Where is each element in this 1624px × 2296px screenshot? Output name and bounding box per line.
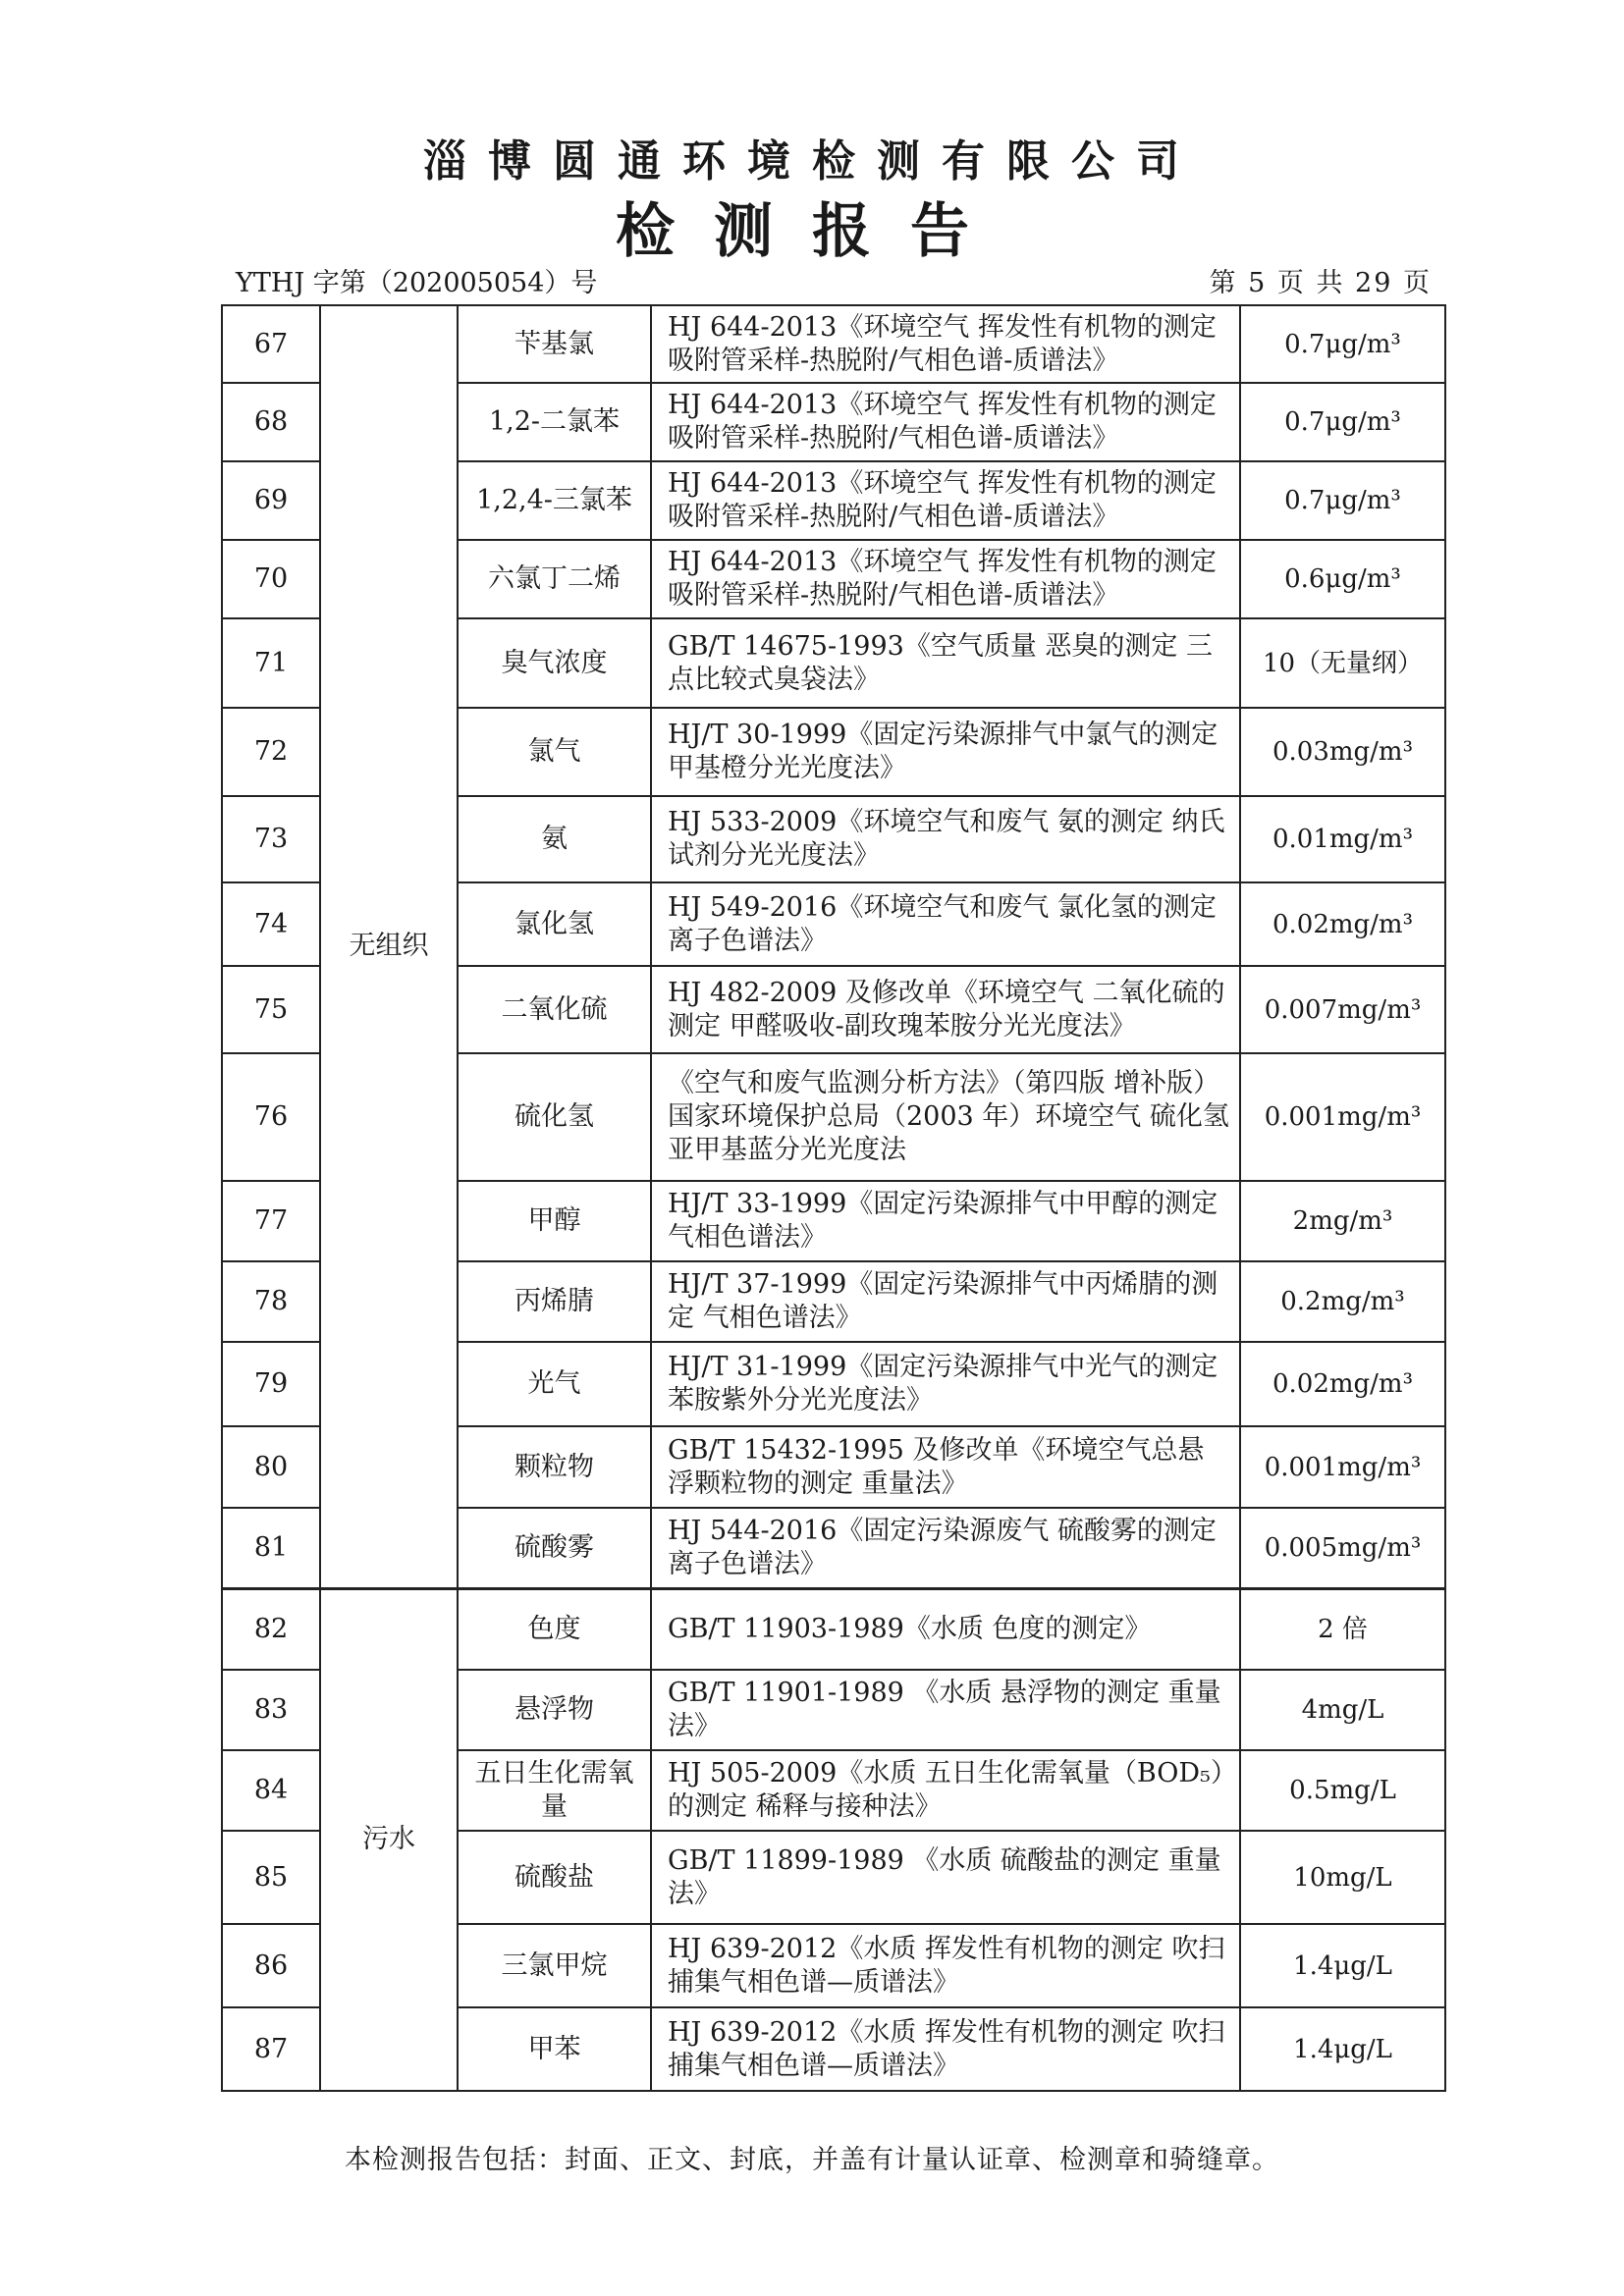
test-method: HJ 644-2013《环境空气 挥发性有机物的测定 吸附管采样-热脱附/气相色谱-质谱法》 [651, 461, 1240, 540]
row-number: 84 [222, 1750, 320, 1831]
test-item: 氯化氢 [458, 882, 651, 966]
test-item: 1,2,4-三氯苯 [458, 461, 651, 540]
test-item: 硫酸盐 [458, 1831, 651, 1924]
test-method: GB/T 11903-1989《水质 色度的测定》 [651, 1588, 1240, 1670]
detection-limit: 10mg/L [1240, 1831, 1445, 1924]
test-method: HJ 505-2009《水质 五日生化需氧量（BOD₅）的测定 稀释与接种法》 [651, 1750, 1240, 1831]
row-number: 68 [222, 383, 320, 461]
detection-limit: 0.02mg/m³ [1240, 882, 1445, 966]
page-number: 第 5 页 共 29 页 [1209, 268, 1432, 298]
row-number: 75 [222, 966, 320, 1053]
detection-methods-table [221, 304, 1446, 2092]
row-number: 74 [222, 882, 320, 966]
test-method: GB/T 11899-1989 《水质 硫酸盐的测定 重量法》 [651, 1831, 1240, 1924]
test-item: 硫酸雾 [458, 1508, 651, 1588]
test-method: HJ/T 33-1999《固定污染源排气中甲醇的测定 气相色谱法》 [651, 1181, 1240, 1261]
detection-limit: 0.001mg/m³ [1240, 1053, 1445, 1181]
table-row [222, 305, 1445, 383]
test-method: HJ 549-2016《环境空气和废气 氯化氢的测定 离子色谱法》 [651, 882, 1240, 966]
row-number: 71 [222, 618, 320, 708]
detection-limit: 0.7μg/m³ [1240, 305, 1445, 383]
row-number: 69 [222, 461, 320, 540]
test-item: 光气 [458, 1342, 651, 1426]
row-number: 67 [222, 305, 320, 383]
test-item: 二氧化硫 [458, 966, 651, 1053]
detection-limit: 0.7μg/m³ [1240, 461, 1445, 540]
test-item: 氯气 [458, 708, 651, 796]
detection-limit: 1.4μg/L [1240, 2007, 1445, 2091]
test-method: HJ 482-2009 及修改单《环境空气 二氧化硫的测定 甲醛吸收-副玫瑰苯胺分光光度法》 [651, 966, 1240, 1053]
test-method: GB/T 11901-1989 《水质 悬浮物的测定 重量法》 [651, 1670, 1240, 1750]
test-item: 三氯甲烷 [458, 1924, 651, 2007]
detection-limit: 1.4μg/L [1240, 1924, 1445, 2007]
row-number: 81 [222, 1508, 320, 1588]
category-cell: 无组织 [320, 305, 458, 1588]
test-item: 苄基氯 [458, 305, 651, 383]
detection-limit: 0.005mg/m³ [1240, 1508, 1445, 1588]
row-number: 73 [222, 796, 320, 882]
row-number: 87 [222, 2007, 320, 2091]
company-name: 淄博圆通环境检测有限公司 [423, 136, 1201, 187]
detection-limit: 0.5mg/L [1240, 1750, 1445, 1831]
test-item: 丙烯腈 [458, 1261, 651, 1342]
test-method: HJ 644-2013《环境空气 挥发性有机物的测定 吸附管采样-热脱附/气相色谱-质谱法》 [651, 540, 1240, 618]
test-item: 1,2-二氯苯 [458, 383, 651, 461]
test-method: HJ 544-2016《固定污染源废气 硫酸雾的测定 离子色谱法》 [651, 1508, 1240, 1588]
test-item: 甲苯 [458, 2007, 651, 2091]
test-item: 悬浮物 [458, 1670, 651, 1750]
test-method: HJ 644-2013《环境空气 挥发性有机物的测定 吸附管采样-热脱附/气相色谱-质谱法》 [651, 383, 1240, 461]
test-item: 颗粒物 [458, 1426, 651, 1508]
detection-limit: 0.02mg/m³ [1240, 1342, 1445, 1426]
report-footer-note: 本检测报告包括：封面、正文、封底，并盖有计量认证章、检测章和骑缝章。 [345, 2145, 1279, 2175]
test-item: 臭气浓度 [458, 618, 651, 708]
detection-limit: 0.03mg/m³ [1240, 708, 1445, 796]
row-number: 86 [222, 1924, 320, 2007]
test-method: HJ/T 30-1999《固定污染源排气中氯气的测定 甲基橙分光光度法》 [651, 708, 1240, 796]
detection-limit: 4mg/L [1240, 1670, 1445, 1750]
row-number: 85 [222, 1831, 320, 1924]
row-number: 78 [222, 1261, 320, 1342]
test-method: HJ 644-2013《环境空气 挥发性有机物的测定 吸附管采样-热脱附/气相色谱-质谱法》 [651, 305, 1240, 383]
test-method: GB/T 14675-1993《空气质量 恶臭的测定 三点比较式臭袋法》 [651, 618, 1240, 708]
table-row [222, 1588, 1445, 1670]
row-number: 79 [222, 1342, 320, 1426]
detection-limit: 0.007mg/m³ [1240, 966, 1445, 1053]
test-method: HJ 639-2012《水质 挥发性有机物的测定 吹扫捕集气相色谱—质谱法》 [651, 2007, 1240, 2091]
test-method: HJ/T 31-1999《固定污染源排气中光气的测定 苯胺紫外分光光度法》 [651, 1342, 1240, 1426]
row-number: 77 [222, 1181, 320, 1261]
test-item: 氨 [458, 796, 651, 882]
test-method: GB/T 15432-1995 及修改单《环境空气总悬浮颗粒物的测定 重量法》 [651, 1426, 1240, 1508]
test-item: 六氯丁二烯 [458, 540, 651, 618]
detection-limit: 0.6μg/m³ [1240, 540, 1445, 618]
detection-limit: 2mg/m³ [1240, 1181, 1445, 1261]
test-item: 甲醇 [458, 1181, 651, 1261]
document-number: YTHJ 字第（202005054）号 [236, 268, 598, 298]
test-method: HJ 639-2012《水质 挥发性有机物的测定 吹扫捕集气相色谱—质谱法》 [651, 1924, 1240, 2007]
row-number: 83 [222, 1670, 320, 1750]
category-cell: 污水 [320, 1588, 458, 2091]
detection-limit: 0.001mg/m³ [1240, 1426, 1445, 1508]
row-number: 76 [222, 1053, 320, 1181]
test-method: 《空气和废气监测分析方法》（第四版 增补版）国家环境保护总局（2003 年）环境空气 硫化氢 亚甲基蓝分光光度法 [651, 1053, 1240, 1181]
row-number: 80 [222, 1426, 320, 1508]
test-method: HJ 533-2009《环境空气和废气 氨的测定 纳氏试剂分光光度法》 [651, 796, 1240, 882]
detection-limit: 0.01mg/m³ [1240, 796, 1445, 882]
test-method: HJ/T 37-1999《固定污染源排气中丙烯腈的测定 气相色谱法》 [651, 1261, 1240, 1342]
test-item: 色度 [458, 1588, 651, 1670]
detection-limit: 0.7μg/m³ [1240, 383, 1445, 461]
test-item: 五日生化需氧量 [458, 1750, 651, 1831]
row-number: 72 [222, 708, 320, 796]
detection-limit: 10（无量纲） [1240, 618, 1445, 708]
detection-limit: 0.2mg/m³ [1240, 1261, 1445, 1342]
row-number: 82 [222, 1588, 320, 1670]
test-item: 硫化氢 [458, 1053, 651, 1181]
detection-limit: 2 倍 [1240, 1588, 1445, 1670]
report-title: 检测报告 [616, 197, 1008, 266]
row-number: 70 [222, 540, 320, 618]
